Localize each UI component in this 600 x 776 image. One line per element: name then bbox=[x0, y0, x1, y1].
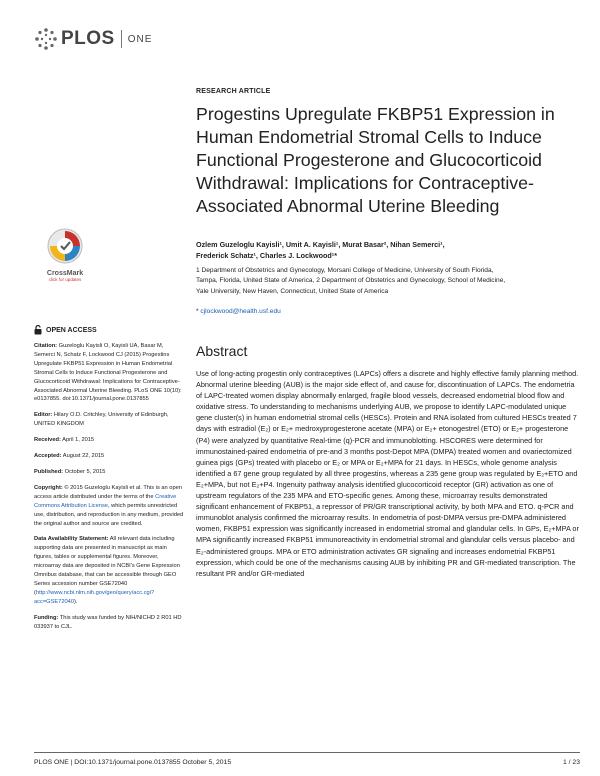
copyright-text: © 2015 Guzeloglu Kayisli et al. This is an open access article distributed under the terms of the bbox=[34, 484, 182, 500]
abstract-body bbox=[196, 368, 580, 579]
accepted-date: August 22, 2015 bbox=[62, 453, 105, 460]
funding-block bbox=[34, 614, 184, 632]
data-availability-text: All relevant data including supporting data are presented in manuscript as main figures, tables or supplemental figures. Moreover, microarray data are deposited in NCBI's Gene Expression Omnibus database, that can be accessible through GEO Series accession number GSE72040 ( bbox=[34, 536, 180, 596]
received-date: April 1, 2015 bbox=[62, 437, 95, 444]
author-list bbox=[196, 239, 576, 261]
citation-label: Citation: bbox=[34, 343, 58, 349]
geo-link[interactable]: http://www.ncbi.nlm.nih.gov/geo/query/acc.cgi?acc=GSE72040 bbox=[34, 589, 155, 605]
editor-text: Hilary O.D. Critchley, University of Edinburgh, UNITED KINGDOM bbox=[34, 412, 169, 428]
copyright-block bbox=[34, 484, 184, 529]
logo-divider bbox=[121, 30, 122, 48]
affiliation-line: Yale University, New Haven, Connecticut, United State of America bbox=[196, 287, 389, 295]
crossmark-label: CrossMark bbox=[46, 270, 84, 277]
plos-logo[interactable] bbox=[34, 26, 152, 52]
open-lock-icon bbox=[34, 325, 42, 335]
data-availability-label: Data Availability Statement: bbox=[34, 536, 109, 543]
footer-divider bbox=[34, 752, 580, 753]
author-line: Ozlem Guzeloglu Kayisli¹, Umit A. Kayisli¹, Murat Basar², Nihan Semerci¹, bbox=[196, 240, 445, 249]
crossmark-icon bbox=[47, 228, 83, 264]
published-block bbox=[34, 468, 184, 477]
received-block bbox=[34, 436, 184, 445]
citation-text: Guzeloglu Kayisli O, Kayisli UA, Basar M, Semerci N, Schatz F, Lockwood CJ (2015) Progestins Upregulate FKBP51 Expression in Human Endometrial Stromal Cells to Induce Functional Progesterone and Glucocorticoid Withdrawal: Implications for Contraceptive- Associated Abnormal Uterine Bleeding. PLoS ONE 10(10): e0137855. doi:10.1371/journal.pone.0137855 bbox=[34, 343, 182, 403]
crossmark-sub: click for updates bbox=[48, 277, 82, 282]
page-number: 1 / 23 bbox=[562, 759, 580, 766]
footer-citation: PLOS ONE | DOI:10.1371/journal.pone.0137855 October 5, 2015 bbox=[34, 759, 232, 766]
corresponding-email-link[interactable]: cjlockwood@health.usf.edu bbox=[200, 308, 281, 315]
plos-logo-icon bbox=[34, 27, 58, 51]
corresponding-star: * bbox=[196, 308, 199, 315]
funding-label: Funding: bbox=[34, 614, 59, 621]
received-label: Received: bbox=[34, 437, 61, 444]
article-type: RESEARCH ARTICLE bbox=[196, 88, 271, 95]
corresponding-author bbox=[196, 308, 281, 315]
affiliation-line: 1 Department of Obstetrics and Gynecology, Morsani College of Medicine, University of South Florida, bbox=[196, 267, 494, 274]
article-metadata-sidebar bbox=[34, 342, 184, 638]
funding-text: This study was funded by NIH/NICHD 2 R01 HD 033937 to CJL. bbox=[34, 614, 182, 630]
abstract-heading: Abstract bbox=[196, 343, 248, 359]
open-access-badge bbox=[34, 325, 97, 335]
affiliations bbox=[196, 266, 566, 297]
license-link[interactable]: Creative Commons Attribution License bbox=[34, 493, 177, 509]
abstract-text: Use of long-acting progestin only contraceptives (LAPCs) offers a discrete and highly effective family planning method. Abnormal uterine bleeding (AUB) is the major side effect of, and cause for, discontinuation of LAPCs. The endometria of LAPC-treated women display abnormally enlarged, fragile blood vessels, decreased endometrial blood flow and oxidative stress. To understanding to mechanisms underlying AUB, we propose to identify LAPC-modulated unique gene cluster(s) in human endometrial stromal cells (HESCs). Protein and RNA isolated from cultured HESCs treated 7 days with estradiol (E₂) or E₂+ medroxyprogesterone acetate (MPA) or E₂+ etonogestrel (ETO) or E₂+ progesterone (P4) were analyzed by quantitative Real-time (q)-PCR and immunoblotting. HSCORES were determined for immunostained-paired endometria of pre-and 3 months post-Depot MPA (DMPA) treated women and ovariectomized guinea pigs (GPs) treated with placebo or E₂ or MPA or E₂+MPA for 21 days. In HESCs, whole genome analysis identified a 67 gene group regulated by all three progestins, whereas a 235 gene group was regulated by E₂+ETO and E₂+MPA, but not E₂+P4. Ingenuity pathway analysis identified glucocorticoid receptor (GR) activation as one of upstream regulators of the 235 MPA and ETO-specific genes. Among these, microarray results demonstrated significant enhancement of FKBP51, a repressor of PR/GR transcriptional activity, by both MPA and ETO. q-PCR and immunoblot analysis confirmed the microarray results. In endometria of post-DMPA versus pre-DMPA administered women, FKBP51 expression was significantly increased in endometrial stromal and glandular cells. In GPs, E₂+MPA or MPA significantly increased FKBP51 immunoreactivity in endometrial stromal and glandular cells versus placebo- and E₂-administered groups. MPA or ETO administration activates GR signaling and increases endometrial FKBP51 expression, which could be one of the mechanisms causing AUB by inhibiting PR and GR-mediated transcription. The resultant PR and/or GR-mediated bbox=[196, 369, 579, 578]
editor-block bbox=[34, 411, 184, 429]
citation-block bbox=[34, 342, 184, 404]
journal-name: ONE bbox=[127, 33, 153, 45]
accepted-label: Accepted: bbox=[34, 453, 62, 460]
data-availability-end: ). bbox=[74, 598, 78, 605]
editor-label: Editor: bbox=[34, 412, 53, 419]
affiliation-line: Tampa, Florida, United State of America, 2 Department of Obstetrics and Gynecology, School of Medicine, bbox=[196, 277, 506, 285]
published-date: October 5, 2015 bbox=[64, 468, 106, 475]
accepted-block bbox=[34, 452, 184, 461]
published-label: Published: bbox=[34, 468, 64, 475]
brand-name: PLOS bbox=[61, 28, 115, 49]
crossmark-badge[interactable] bbox=[40, 228, 90, 282]
article-title: Progestins Upregulate FKBP51 Expression in Human Endometrial Stromal Cells to Induce Functional Progesterone and Glucocorticoid Withdrawal: Implications for Contraceptive-Associated Abnormal Uterine Bleeding bbox=[196, 104, 555, 216]
open-access-label: OPEN ACCESS bbox=[46, 326, 97, 334]
copyright-label: Copyright: bbox=[34, 484, 63, 491]
data-availability-block bbox=[34, 535, 184, 606]
author-line: Frederick Schatz¹, Charles J. Lockwood¹* bbox=[196, 251, 337, 260]
copyright-text-end: , which permits unrestricted use, distribution, and reproduction in any medium, provided the original author and source are credited. bbox=[34, 502, 184, 527]
